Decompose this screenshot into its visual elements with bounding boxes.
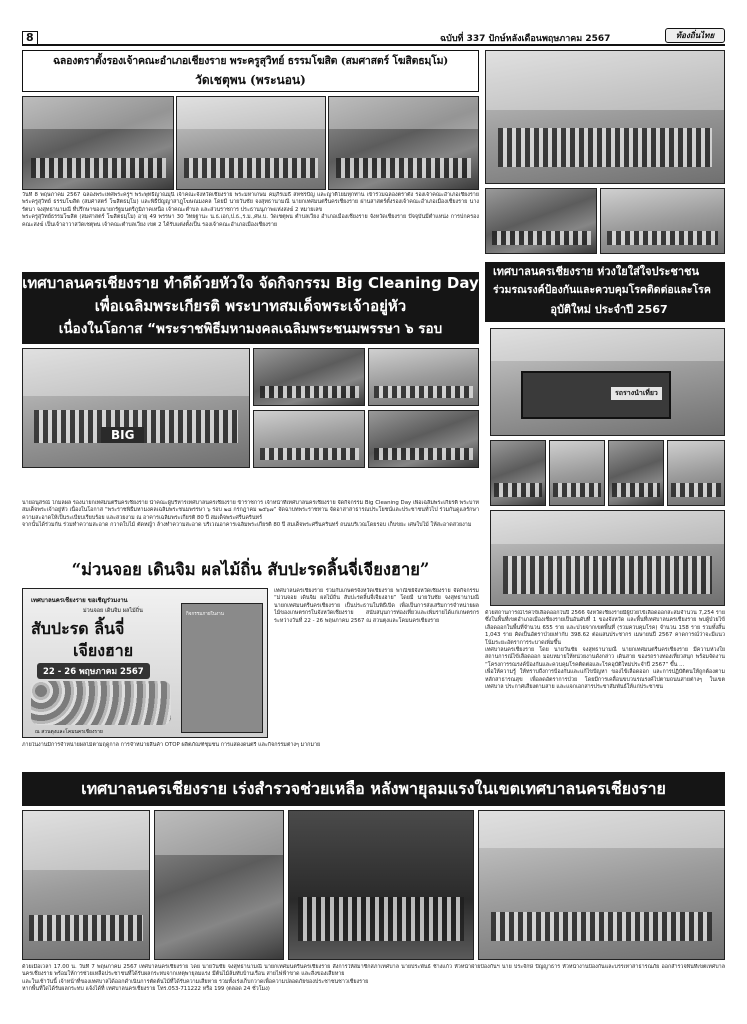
section4-body-bottom bbox=[22, 742, 479, 766]
page-number: 8 bbox=[22, 31, 38, 45]
section3-photo-2 bbox=[490, 440, 546, 506]
section5-photo-2 bbox=[154, 810, 284, 960]
poster-big1: สับปะรด ลิ้นจี่ bbox=[31, 619, 125, 638]
section3-para1: ด้วยสถานการณ์โรคไข้เลือดออกในปี 2566 จังหวัดเชียงรายมีผู้ป่วยไข้เลือดออกสะสมจำนวน 7,254 ราย ซึ่งในพื้นที่เขตอำเภอเมืองเชียงรายเป็นอันดับที่ 1 ของจังหวัด และพื้นที่เทศบาลนครเชียงราย พบผู้ป่วยไข้เลือดออกในพื้นที่จำนวน 655 ราย และปวยจากเขตพื้นที่ (รวมควบคุมโรค) จำนวน 158 ราย รวมทั้งสิ้น 1,043 ราย คิดเป็นอัตราป่วยเท่ากับ 398.62 ต่อแสนประชากร เมษายนปี 2567 คาดการณ์ว่าจะมีแนวโน้มระยะอัตราการระบาดเพิ่มขึ้น bbox=[485, 610, 725, 646]
section5-contact: หากพื้นที่ใดได้รับผลกระทบ แจ้งได้ที่ เทศบาลนครเชียงราย โทร.053-711222 หรือ 199 (ตลอด 24 ชั่วโมง) bbox=[22, 986, 270, 993]
poster-dates: 22 - 26 พฤษภาคม 2567 bbox=[37, 663, 150, 679]
section5-photo-3 bbox=[288, 810, 474, 960]
section2-title-line2: เพื่อเฉลิมพระเกียรติ พระบาทสมเด็จพระเจ้าอยู่หัว bbox=[94, 297, 407, 315]
section2-title-line3: เนื่องในโอกาส “พระราชพิธีมหามงคลเฉลิมพระชนมพรรษา ๖ รอบ bbox=[58, 321, 443, 337]
section1-body bbox=[22, 192, 479, 236]
poster-venue: ณ สวนตุงและโคมนครเชียงราย bbox=[35, 729, 103, 735]
section1-title-line2: วัดเชตุพน (พระนอน) bbox=[195, 73, 306, 87]
section3-title-line3: อุบัติใหม่ ประจำปี 2567 bbox=[550, 303, 668, 316]
section1-para2: พระครูสุวิทย์ธรรมโฆสิต (สมศาสตร์ โฆสิตธมฺโม) อายุ 49 พรรษา 30 วิทยฐานะ น.ธ.เอก,ป.ธ.,ร.ม.,ศษ.บ. วัดเชตุพน ตำบลเวียง อำเภอเมืองเชียงราย จังหวัดเชียงราย ปัจจุบันมีตำแหน่ง การปกครองคณะสงฆ์ เป็นเจ้าอาวาสวัดเชตุพน เจ้าคณะตำบลเวียง เขต 2 ได้รับแต่งตั้งเป็น รองเจ้าคณะอำเภอเมืองเชียงราย bbox=[22, 214, 479, 228]
poster-side-heading: กิจกรรมภายในงาน bbox=[186, 612, 224, 617]
section5-para2: และในเช้าวันนี้ เจ้าหน้าที่ของเทศบาลได้ออกดำเนินการตัดต้นไม้ที่ได้รับความเสียหาย รวมทั้งเร่งเก็บกวาดเพื่อความปลอดภัยของประชาชนชาวเชียงราย bbox=[22, 978, 369, 985]
section2-para1: นายอนุสรณ์ โกมลผล รองนายกเทศมนตรีนครเชียงราย นำคณะผู้บริหารเทศบาลนครเชียงราย ข้าราชการ เจ้าหน้าที่เทศบาลนครเชียงราย จัดกิจกรรม Big Cleaning Day เพื่อเฉลิมพระเกียรติ พระบาทสมเด็จพระเจ้าอยู่หัว เนื่องในโอกาส “พระราชพิธีมหามงคลเฉลิมพระชนมพรรษา ๖ รอบ ๒๘ กรกฎาคม ๒๕๖๗” จัดฉาบทพระราชทาน จัดอาสาสาธารณประโยชน์และประชาชนทั่วไป ร่วมกันดูแลรักษาความสะอาดให้เป็นระเบียบเรียบร้อย และสวยงาม ณ อาคารเฉลิมพระเกียรติ 80 ปี สมเด็จพระศรีนครินทร์ bbox=[22, 500, 479, 521]
issue-line: ฉบับที่ 337 ปักษ์หลังเดือนพฤษภาคม 2567 bbox=[440, 34, 611, 44]
section5-title: เทศบาลนครเชียงราย เร่งสำรวจช่วยเหลือ หลังพายุลมแรงในเขตเทศบาลนครเชียงราย bbox=[22, 772, 725, 806]
section1-photo-3 bbox=[328, 96, 479, 190]
section2-photo-4 bbox=[253, 410, 365, 468]
section3-photo-3 bbox=[549, 440, 605, 506]
fair-poster bbox=[22, 588, 268, 738]
section5-para1: ด้วยเมื่อเวลา 17.00 น. วันที่ 7 พฤษภาคม 2567 เทศบาลนครเชียงราย โดย นายวันชัย จงสุทธานามณี นายกเทศมนตรีนครเชียงราย สั่งการให้สมาชิกสภาเทศบาล นายประพันธ์ ช้างแก้ว หัวหน้าฝ่ายป้องกันฯ นาย ประจักษ์ ปัญญาธาร หัวหน้างานป้องกันและบรรเทาสาธารณภัย ออกสำรวจพื้นที่เขตเทศบาลนครเชียงราย พร้อมให้การช่วยเหลือประชาชนที่ได้รับผลกระทบจากเหตุพายุลมแรง มีต้นไม้ล้มทับบ้านเรือน สายไฟฟ้าขาด และสิ่งของเสียหาย bbox=[22, 964, 725, 978]
section2-para2: จากนั้นได้ร่วมกัน ร่วมทำความสะอาด กวาดใบไม้ ตัดหญ้า ล้างทำความสะอาด บริเวณอาคารเฉลิมพระเกียรติ 80 ปี สมเด็จพระศรีนครินทร์ ถนนบริเวณโดยรอบ เก็บขยะ เศษใบไม้ ให้สะอาดสวยงาม bbox=[22, 522, 472, 529]
section1-title-line1: ฉลองตราตั้งรองเจ้าคณะอำเภอเชียงราย พระครูสุวิทย์ ธรรมโฆสิต (สมศาสตร์ โฆสิตธมฺโม) bbox=[52, 55, 449, 67]
section3-title-line2: ร่วมรณรงค์ป้องกันและควบคุมโรคติดต่อและโรค bbox=[493, 284, 711, 296]
section2-photo-5 bbox=[368, 410, 479, 468]
section4-para2: ภายในงานมีการจำหน่ายผลไม้ตามฤดูกาล การจำหน่ายสินค้า OTOP ผลิตภัณฑ์ชุมชน การแสดงดนตรี และกิจกรรมต่างๆ มากมาย bbox=[22, 742, 321, 748]
section1-para1: วันที่ 8 พฤษภาคม 2567 ฉลองพระเทศพระครูฯ พระพุทธิญาณมุนี เจ้าคณะจังหวัดเชียงราย พระมหาเกษม คมฺภีรเมธี สหชรปัญ และญาติโยมทุกท่าน เข้าร่วมฉลองตราตั้ง รองเจ้าคณะอำเภอเชียงราย พระครูสุวิทย์ ธรรมโฆสิต (สมศาสตร์ โฆสิตธมฺโม) และพิธีปัญญาสาฎุโฆษณมงคล โดยมี นายวันชัย จงสุทธานามณี นายกเทศมนตรีนครเชียงราย ผ่านสาสตร์ตั้งรองเจ้าคณะอำเภอเมืองเชียงราย นางรัตนา จงสุทธานามณี ที่ปรึกษาของนายกรัฐมนตรีภูมิภาคเหนือ เจ้าคณะตำบล และส่วนราชการ ประธานนุภาพแห่งสงฆ์ 2 หมายเลข bbox=[22, 192, 479, 213]
tram-sign: รถรางนำเที่ยว bbox=[611, 387, 662, 400]
poster-big2: เจียงฮาย bbox=[73, 641, 134, 660]
section3-title-band bbox=[485, 262, 725, 322]
header-rule bbox=[22, 44, 725, 46]
poster-activity-panel bbox=[181, 603, 263, 733]
poster-fruit-image bbox=[31, 681, 171, 725]
section1-reclining-buddha-photo bbox=[485, 50, 725, 184]
section4-para1: เทศบาลนครเชียงราย ร่วมกับเกษตรจังหวัดเชียงราย พาณิชย์จังหวัดเชียงราย จัดกิจกรรม “ม่วนจอย เดินจิม ผลไม้ถิ่น สับปะรดลิ้นจี่เจียงฮาย” โดยมี นายวันชัย จงสุทธานามณี นายกเทศมนตรีนครเชียงราย เป็นประธานในพิธีเปิด เพื่อเป็นการส่งเสริมการจำหน่ายผลไม้ของเกษตรกรในจังหวัดเชียงราย สนับสนุนการท่องเที่ยวและเพิ่มรายได้แก่เกษตรกร ระหว่างวันที่ 22 - 26 พฤษภาคม 2567 ณ สวนตุงและโคมนครเชียงราย bbox=[274, 588, 479, 624]
section1-photo-1 bbox=[22, 96, 174, 190]
section1-photo-6 bbox=[600, 188, 725, 254]
big-cleaning-banner: BIG bbox=[101, 427, 144, 443]
section3-body bbox=[485, 610, 725, 768]
poster-sub: ม่วนจอย เดินจิม ผลไม้ถิ่น bbox=[83, 608, 143, 614]
section3-tram-photo bbox=[490, 328, 725, 436]
section2-title-band bbox=[22, 272, 479, 344]
section4-title: “ม่วนจอย เดินจิม ผลไม้ถิ่น สับปะรดลิ้นจี่เจียงฮาย” bbox=[71, 560, 430, 579]
section3-photo-5 bbox=[667, 440, 725, 506]
section3-para3: เพื่อให้ความรู้ ให้ทราบถึงการป้องกันและแก้ไขปัญหา ของไข้เลือดออก และการปฏิบัติตนให้ถูกต้องตามหลักสาธารณสุข เพื่อลดอัตราการป่วย โดยมีการเคลื่อนขบวนรณรงค์ไปตามถนนสายต่างๆ ในเขตเทศบาล ประกาศเสียงตามสาย และแจกเอกสารประชาสัมพันธ์ให้แก่ประชาชน bbox=[485, 669, 725, 691]
section4-body-right bbox=[274, 588, 479, 738]
section2-photo-2 bbox=[253, 348, 365, 406]
section2-group-photo bbox=[22, 348, 250, 468]
section5-photo-4 bbox=[478, 810, 725, 960]
section2-title-line1: เทศบาลนครเชียงราย ทำดีด้วยหัวใจ จัดกิจกรรม Big Cleaning Day bbox=[22, 274, 479, 292]
section5-body bbox=[22, 964, 725, 1012]
section1-title-box bbox=[22, 50, 479, 92]
poster-org: เทศบาลนครเชียงราย ขอเชิญร่วมงาน bbox=[31, 597, 128, 604]
section1-photo-2 bbox=[176, 96, 326, 190]
section3-campaign-photo bbox=[490, 510, 725, 606]
section2-photo-3 bbox=[368, 348, 479, 406]
section2-body bbox=[22, 500, 479, 540]
newspaper-logo: ท้องถิ่นไทย bbox=[665, 28, 725, 43]
section3-photo-4 bbox=[608, 440, 664, 506]
section3-title-line1: เทศบาลนครเชียงราย ห่วงใยใส่ใจประชาชน bbox=[493, 265, 700, 278]
section3-para2: เทศบาลนครเชียงราย โดย นายวันชัย จงสุทธานามณี นายกเทศมนตรีนครเชียงราย มีความห่วงใยสถานการณ์ไข้เลือดออก มอบหมายให้หน่วยงานดังกล่าว เดินสาย ของรถรางทองเที่ยวสนุก พร้อมจัดงาน “โครงการรณรงค์ป้องกันและควบคุมโรคติดต่อและโรคอุบัติใหม่ประจำปี 2567” ขึ้น ... bbox=[485, 647, 725, 668]
section5-photo-1 bbox=[22, 810, 150, 960]
section1-photo-5 bbox=[485, 188, 597, 254]
